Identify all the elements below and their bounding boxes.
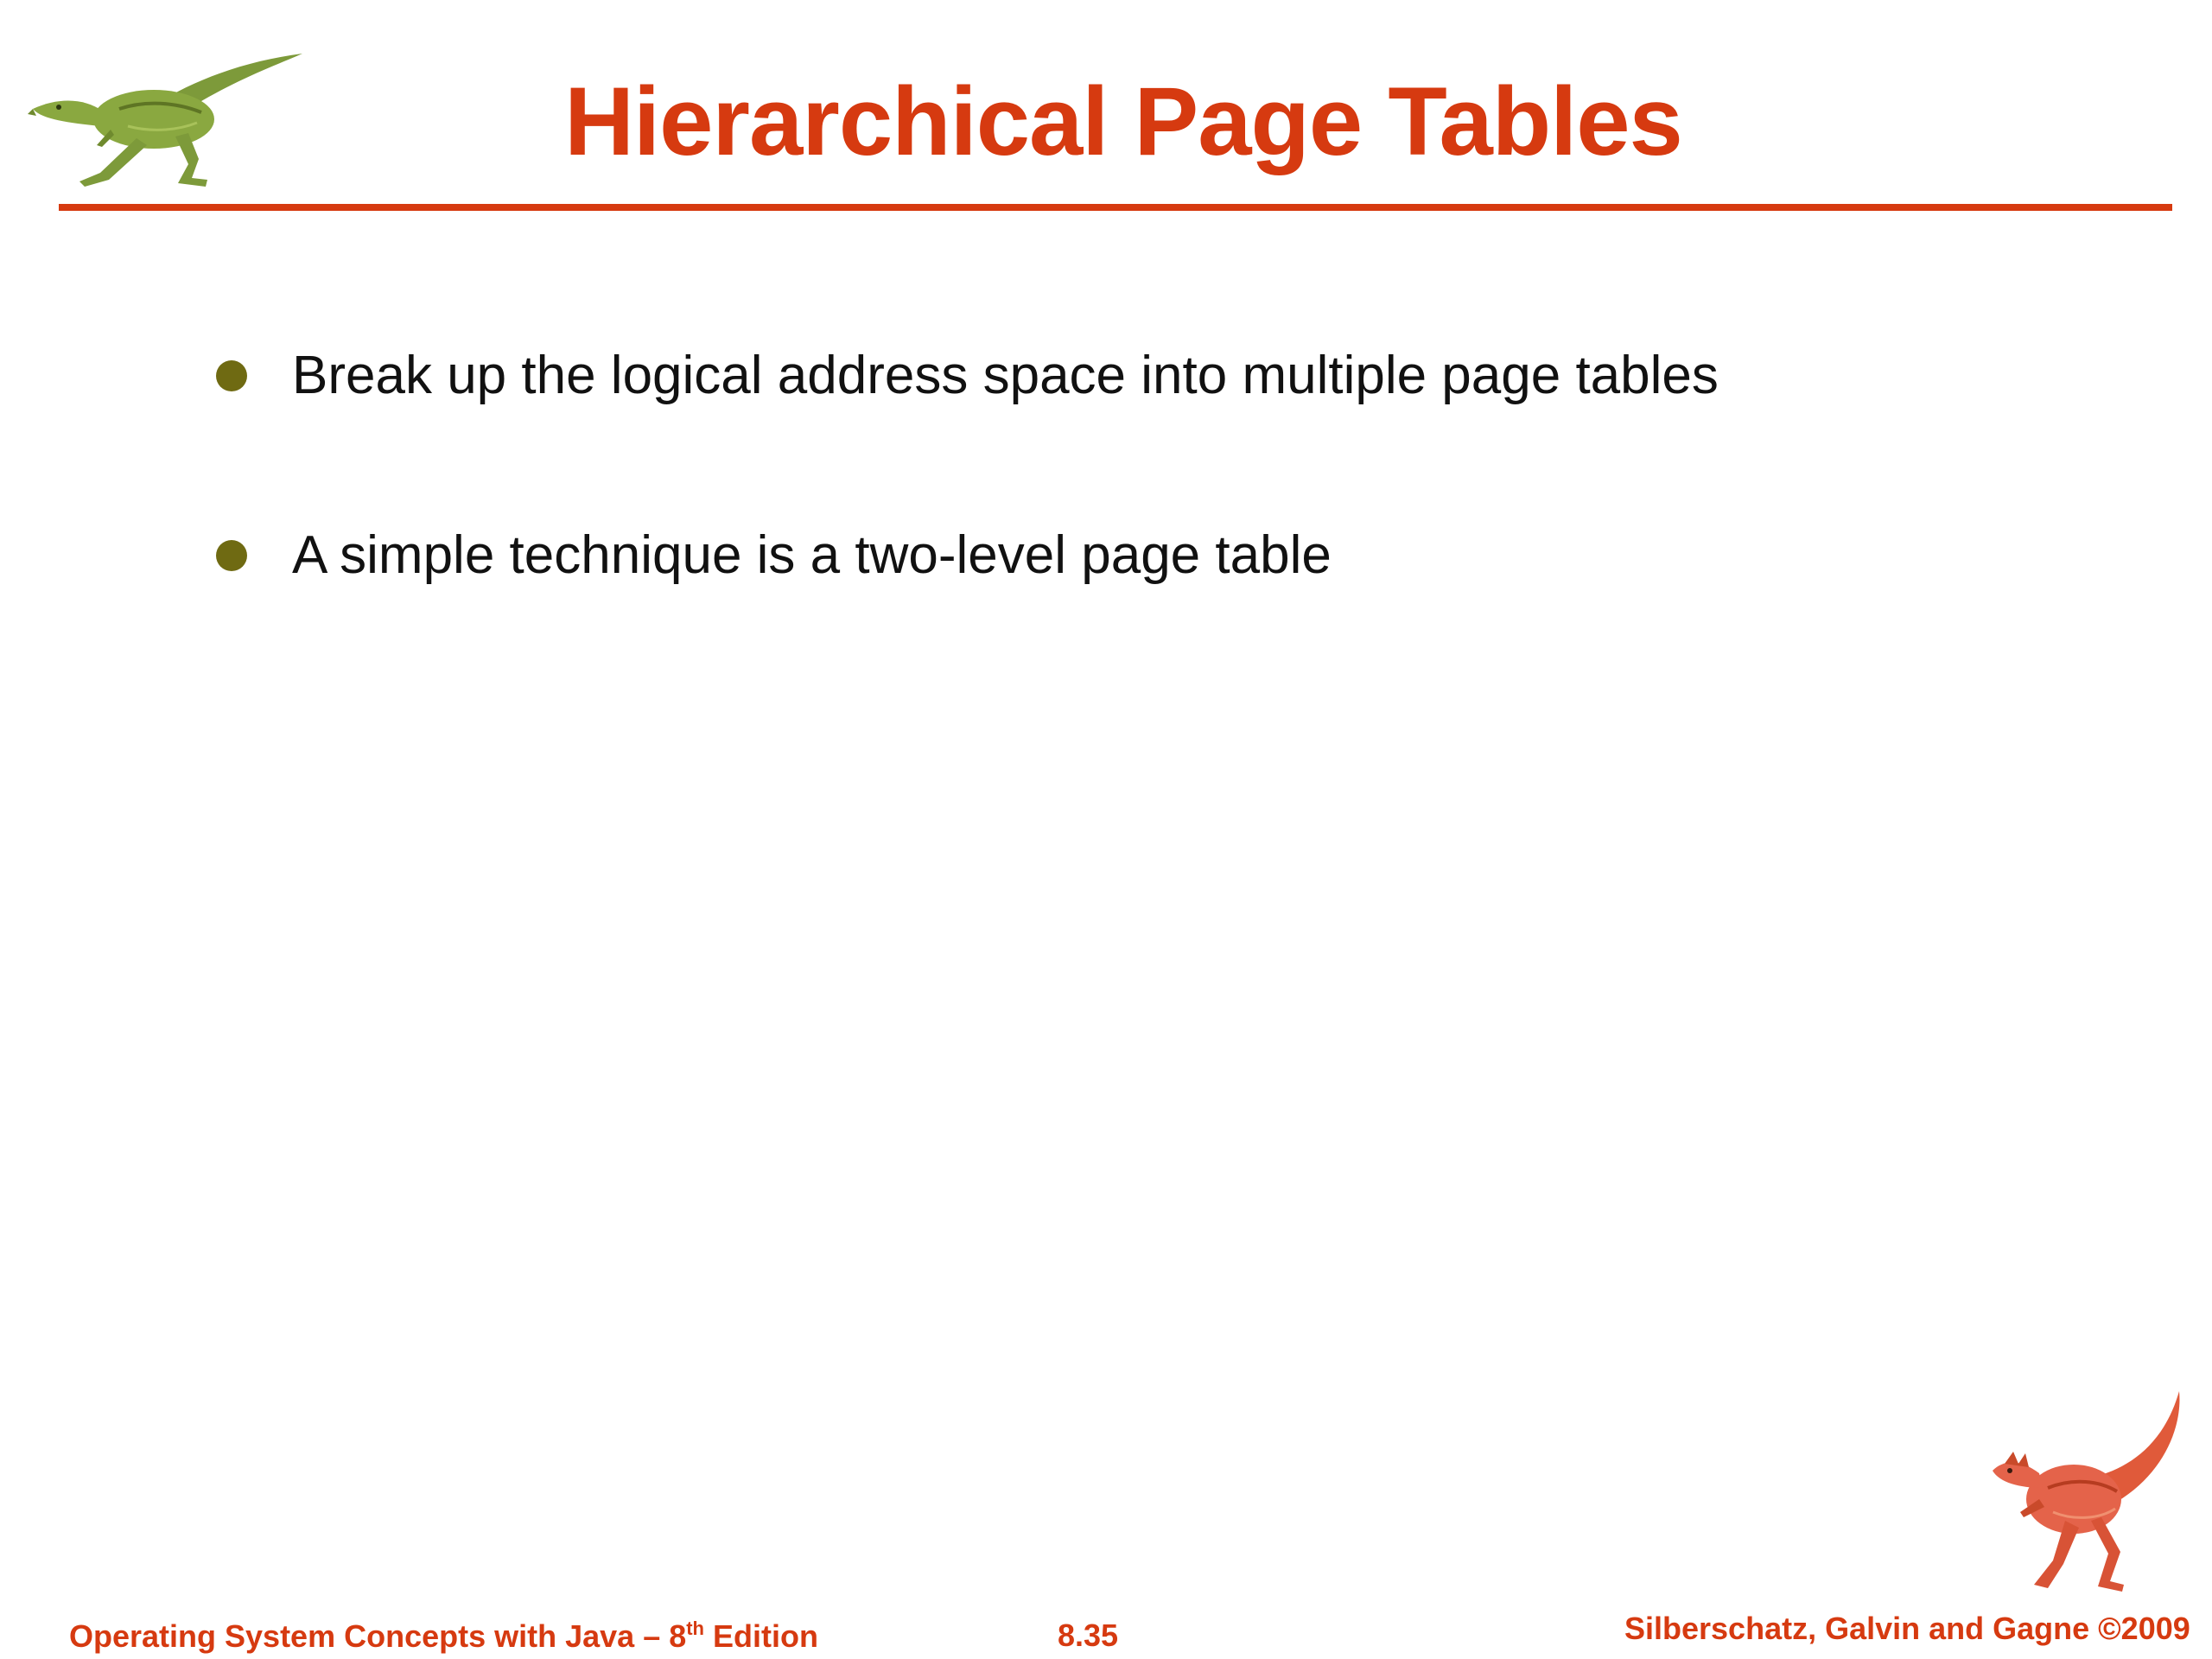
bullet-icon — [216, 360, 247, 391]
green-dinosaur-icon — [24, 43, 309, 199]
bullet-item — [216, 341, 2117, 521]
footer-book-title-sup: th — [686, 1618, 704, 1639]
bullet-item — [216, 521, 2117, 701]
title-divider — [59, 204, 2172, 211]
footer-page-number: 8.35 — [1058, 1618, 1119, 1653]
footer-copyright: Silberschatz, Galvin and Gagne ©2009 — [1624, 1611, 2190, 1646]
footer-book-title-prefix: Operating System Concepts with Java – 8 — [69, 1618, 687, 1654]
bullet-text: A simple technique is a two-level page table — [292, 525, 1332, 585]
slide-title: Hierarchical Page Tables — [564, 67, 1682, 175]
bullet-icon — [216, 540, 247, 571]
footer-book-title — [69, 1618, 818, 1655]
red-dinosaur-icon — [1979, 1391, 2186, 1607]
footer-book-title-suffix: Edition — [704, 1618, 818, 1654]
bullet-text: Break up the logical address space into multiple page tables — [292, 346, 1719, 405]
bullet-list — [216, 341, 2117, 701]
